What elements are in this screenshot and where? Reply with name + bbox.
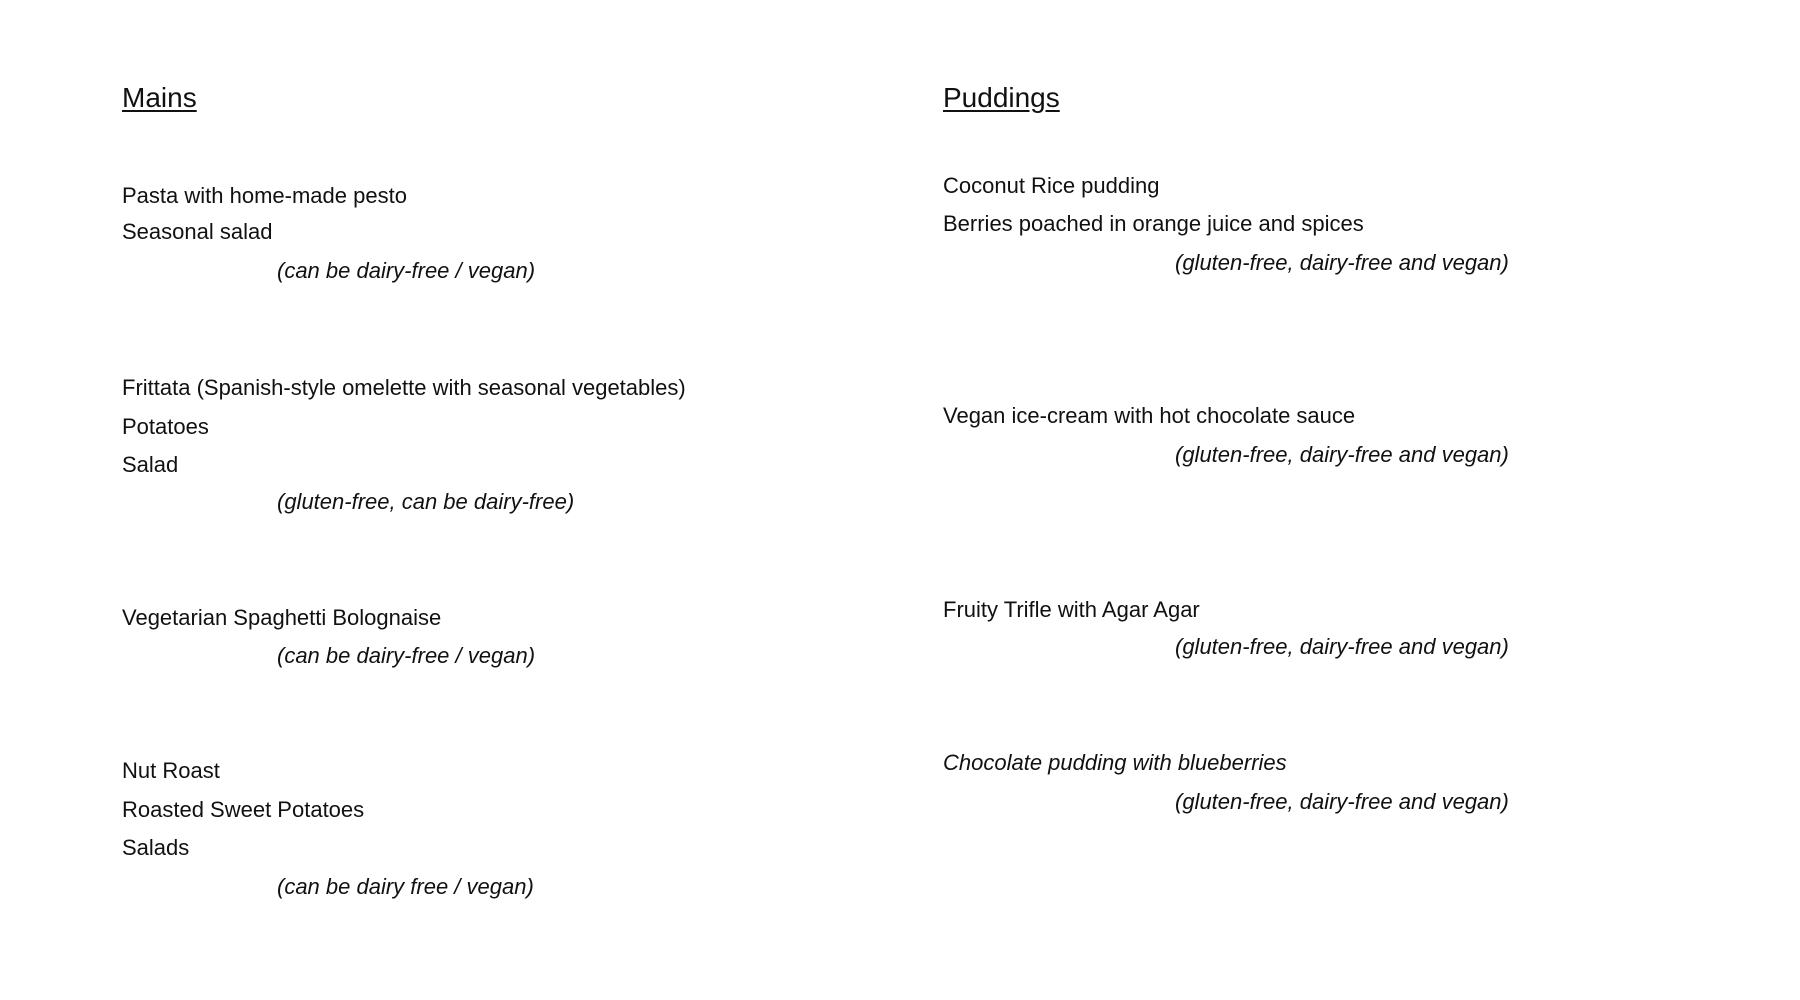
menu-item: Vegetarian Spaghetti Bolognaise <box>122 605 442 630</box>
dietary-note: (gluten-free, can be dairy-free) <box>277 489 575 514</box>
mains-column <box>122 0 902 1000</box>
menu-item: Coconut Rice pudding <box>943 173 1160 198</box>
menu-item: Pasta with home-made pesto <box>122 183 407 208</box>
dietary-note: (can be dairy-free / vegan) <box>277 258 536 283</box>
dietary-note: (gluten-free, dairy-free and vegan) <box>1175 442 1509 467</box>
dietary-note: (gluten-free, dairy-free and vegan) <box>1175 250 1509 275</box>
menu-item: Fruity Trifle with Agar Agar <box>943 597 1200 622</box>
menu-item: Salads <box>122 835 190 860</box>
menu-item: Nut Roast <box>122 758 220 783</box>
puddings-column <box>943 0 1723 1000</box>
menu-item: Roasted Sweet Potatoes <box>122 797 365 822</box>
menu-item: Salad <box>122 452 179 477</box>
menu-item: Seasonal salad <box>122 219 273 244</box>
menu-item: Potatoes <box>122 414 209 439</box>
menu-item: Berries poached in orange juice and spices <box>943 211 1364 236</box>
dietary-note: (can be dairy free / vegan) <box>277 874 534 899</box>
menu-item: Vegan ice-cream with hot chocolate sauce <box>943 403 1356 428</box>
dietary-note: (gluten-free, dairy-free and vegan) <box>1175 789 1509 814</box>
dietary-note: (can be dairy-free / vegan) <box>277 643 536 668</box>
puddings-heading: Puddings <box>943 82 1060 113</box>
dietary-note: (gluten-free, dairy-free and vegan) <box>1175 634 1509 659</box>
mains-heading: Mains <box>122 82 197 113</box>
menu-item: Chocolate pudding with blueberries <box>943 750 1287 775</box>
menu-item: Frittata (Spanish-style omelette with seasonal vegetables) <box>122 375 686 400</box>
